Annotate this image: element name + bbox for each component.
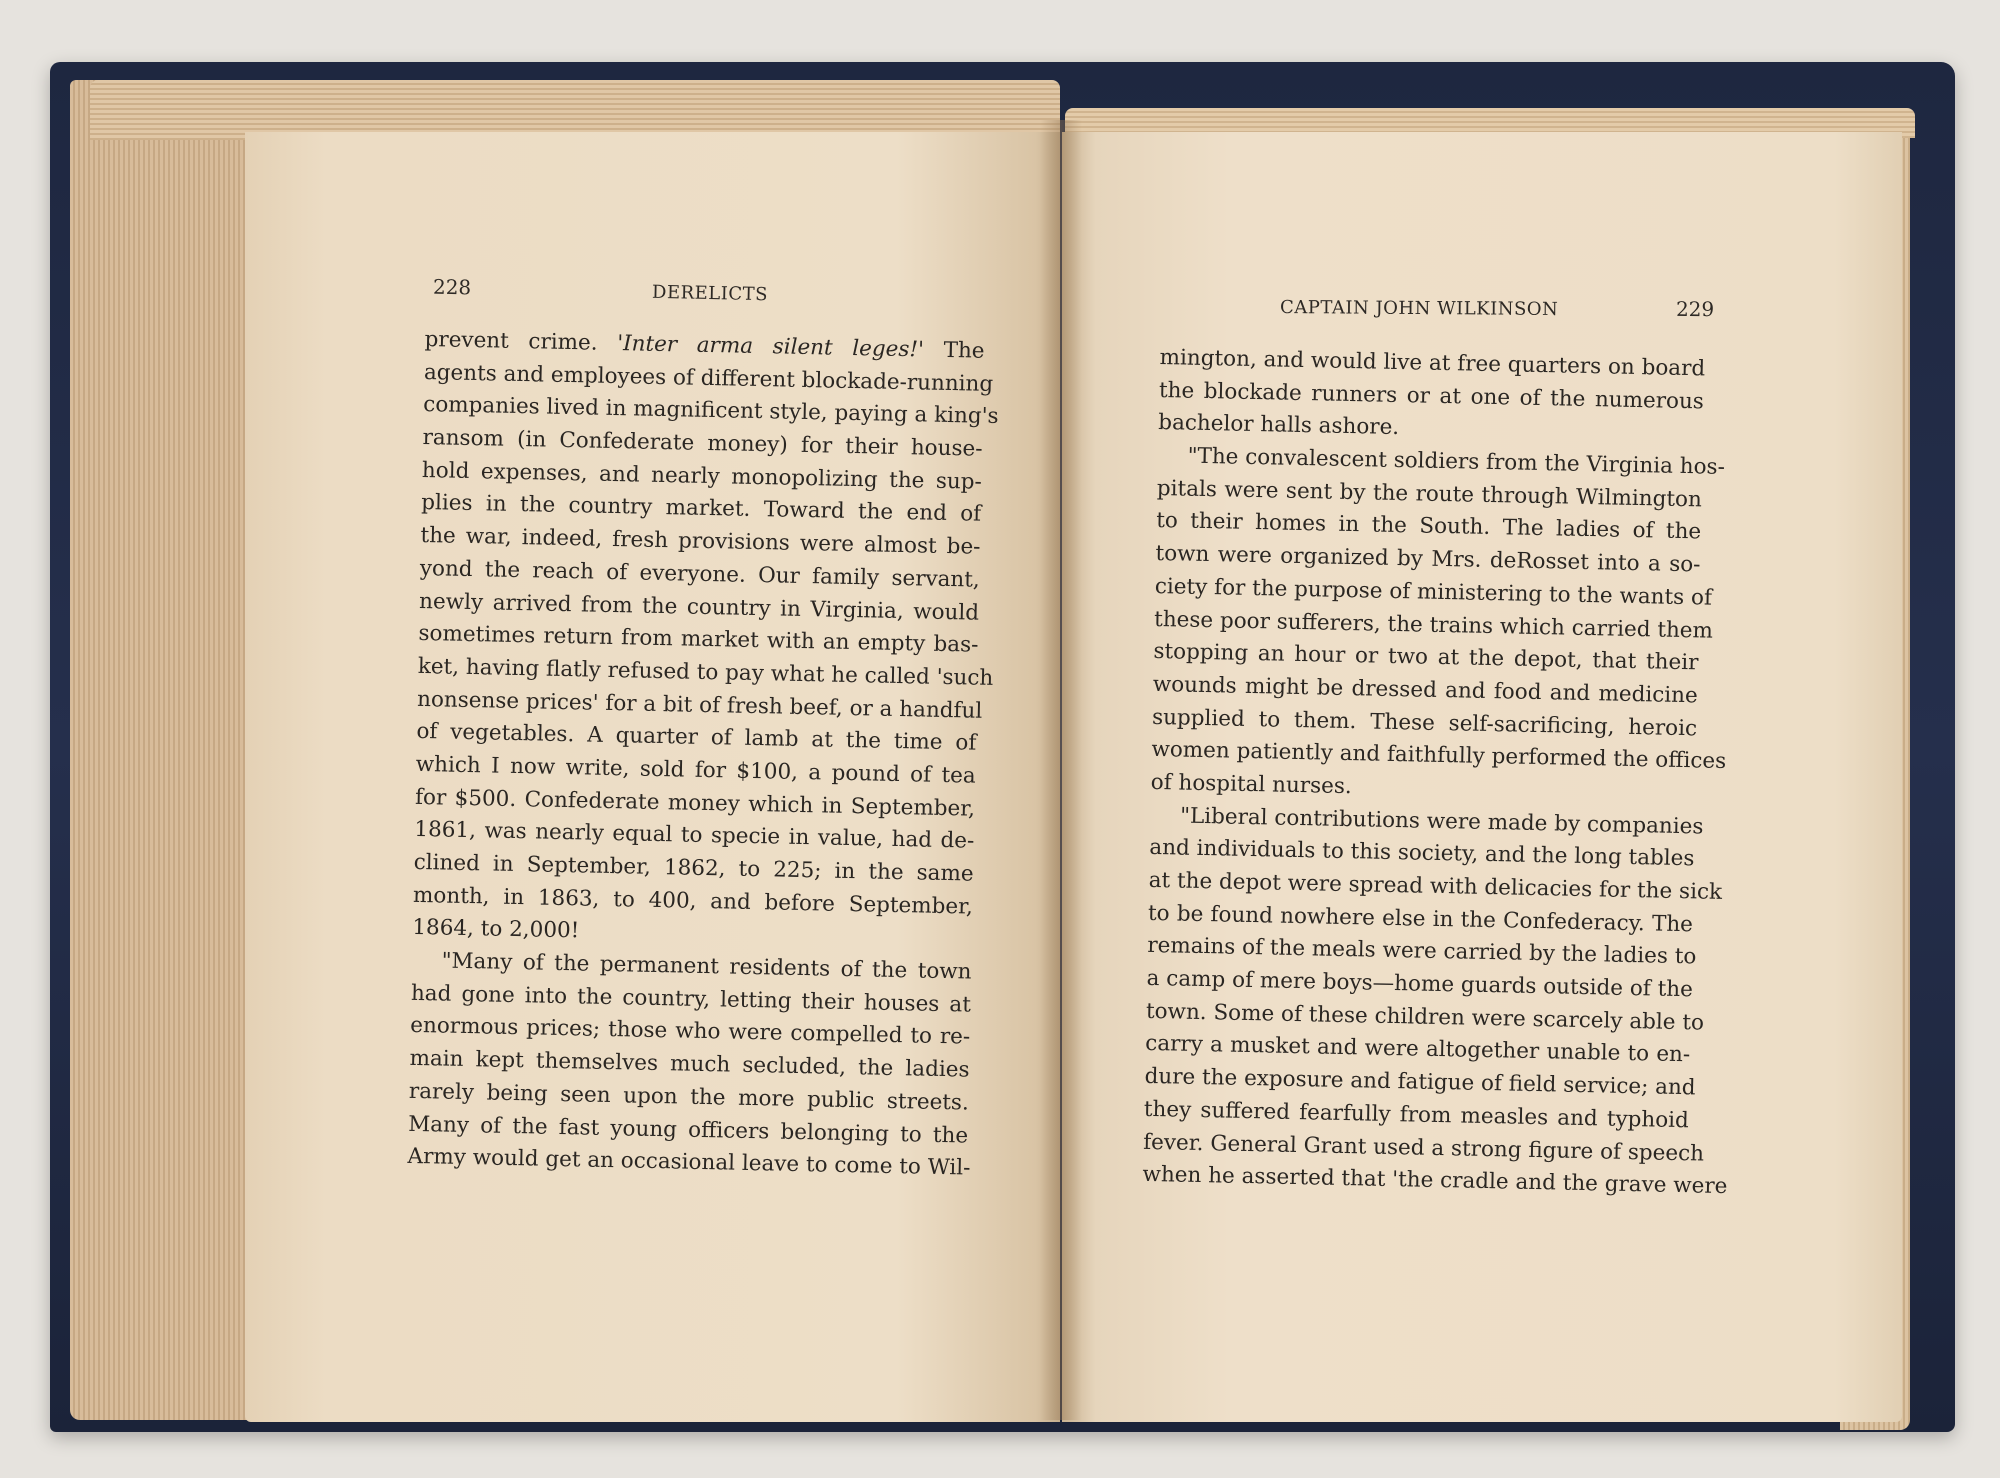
text-line: ciety for the purpose of ministering to the wants of (1154, 573, 1713, 611)
text-line: agents and employees of different blockade-running (423, 359, 994, 397)
left-body-text (407, 324, 999, 1185)
text-line: carry a musket and were altogether unable to en- (1145, 1031, 1691, 1068)
text-line: nonsense prices' for a bit of fresh beef, or a handful (416, 686, 983, 724)
text-line: prevent crime. 'Inter arma silent leges!' The (424, 326, 985, 364)
left-page-stack (70, 80, 270, 1420)
text-line: wounds might be dressed and food and medicine (1152, 671, 1698, 709)
text-line: stopping an hour or two at the depot, that their (1153, 639, 1699, 676)
text-line: town were organized by Mrs. deRosset into a so- (1155, 541, 1701, 578)
text-line: of hospital nurses. (1150, 769, 1352, 800)
text-line: town. Some of these children were scarcely able to (1145, 998, 1705, 1036)
text-line: enormous prices; those who were compelled to re- (410, 1013, 971, 1051)
text-line: of vegetables. A quarter of lamb at the time of (416, 719, 977, 756)
text-line: 1864, to 2,000! (412, 915, 580, 944)
text-line: supplied to them. These self-sacrificing, heroic (1151, 704, 1698, 741)
left-top-edge (90, 80, 1060, 140)
text-line: and individuals to this society, and the long tables (1149, 835, 1695, 872)
text-line: pitals were sent by the route through Wilmington (1156, 475, 1703, 513)
text-line: these poor sufferers, the trains which carried them (1153, 606, 1714, 644)
text-line: fever. General Grant used a strong figure of speech (1142, 1129, 1705, 1167)
right-page-number: 229 (1675, 296, 1715, 322)
text-line: plies in the country market. Toward the end of (420, 490, 982, 528)
text-line: to be found nowhere else in the Confederacy. The (1147, 900, 1694, 937)
text-line: yond the reach of everyone. Our family servant, (419, 555, 981, 593)
text-line: hold expenses, and nearly monopolizing the sup- (421, 457, 983, 495)
text-line: clined in September, 1862, to 225; in the same (413, 849, 974, 887)
text-line: the war, indeed, fresh provisions were almost be- (420, 523, 981, 560)
text-line: which I now write, sold for $100, a pound of tea (415, 751, 976, 789)
text-line: for $500. Confederate money which in September, (414, 784, 976, 822)
text-line: women patiently and faithfully performed the offices (1151, 737, 1727, 775)
left-running-head: DERELICTS (651, 281, 769, 306)
text-line: when he asserted that 'the cradle and the grave were (1142, 1162, 1728, 1200)
text-line: rarely being seen upon the more public streets. (408, 1078, 970, 1116)
text-line: dure the exposure and fatigue of field service; and (1144, 1063, 1696, 1101)
text-line: Many of the fast young officers belonging to the (407, 1111, 969, 1149)
text-line: at the depot were spread with delicacies for the sick (1148, 867, 1723, 905)
right-body-text (1142, 342, 1728, 1203)
text-line: "Many of the permanent residents of the town (441, 948, 972, 985)
text-line: they suffered fearfully from measles and typhoid (1143, 1096, 1690, 1134)
right-running-head: CAPTAIN JOHN WILKINSON (1279, 297, 1559, 320)
text-line: month, in 1863, to 400, and before September, (412, 882, 974, 920)
text-line: mington, and would live at free quarters on board (1159, 344, 1706, 382)
text-line: the blockade runners or at one of the numerous (1158, 377, 1705, 415)
text-line: sometimes return from market with an empty bas- (418, 621, 979, 658)
text-line: newly arrived from the country in Virginia, would (418, 588, 980, 626)
text-line: had gone into the country, letting their houses at (410, 980, 972, 1018)
text-line: ransom (in Confederate money) for their house- (422, 425, 983, 462)
text-line: main kept themselves much secluded, the ladies (409, 1045, 970, 1083)
text-line: remains of the meals were carried by the ladies to (1147, 933, 1697, 970)
text-line: bachelor halls ashore. (1158, 410, 1400, 441)
text-line: companies lived in magnificent style, paying a king's (423, 392, 999, 430)
text-line: 1861, was nearly equal to specie in value, had de- (414, 817, 975, 854)
text-line: ket, having flatly refused to pay what he called 'such (417, 653, 994, 691)
left-page-number: 228 (432, 274, 472, 300)
text-line: a camp of mere boys—home guards outside of the (1146, 965, 1694, 1003)
text-line: "The convalescent soldiers from the Virginia hos- (1187, 443, 1726, 480)
book-gutter (1040, 120, 1082, 1420)
text-line: to their homes in the South. The ladies of the (1155, 508, 1702, 545)
text-line: "Liberal contributions were made by companies (1179, 803, 1704, 840)
text-line: Army would get an occasional leave to come to Wil- (407, 1144, 971, 1181)
